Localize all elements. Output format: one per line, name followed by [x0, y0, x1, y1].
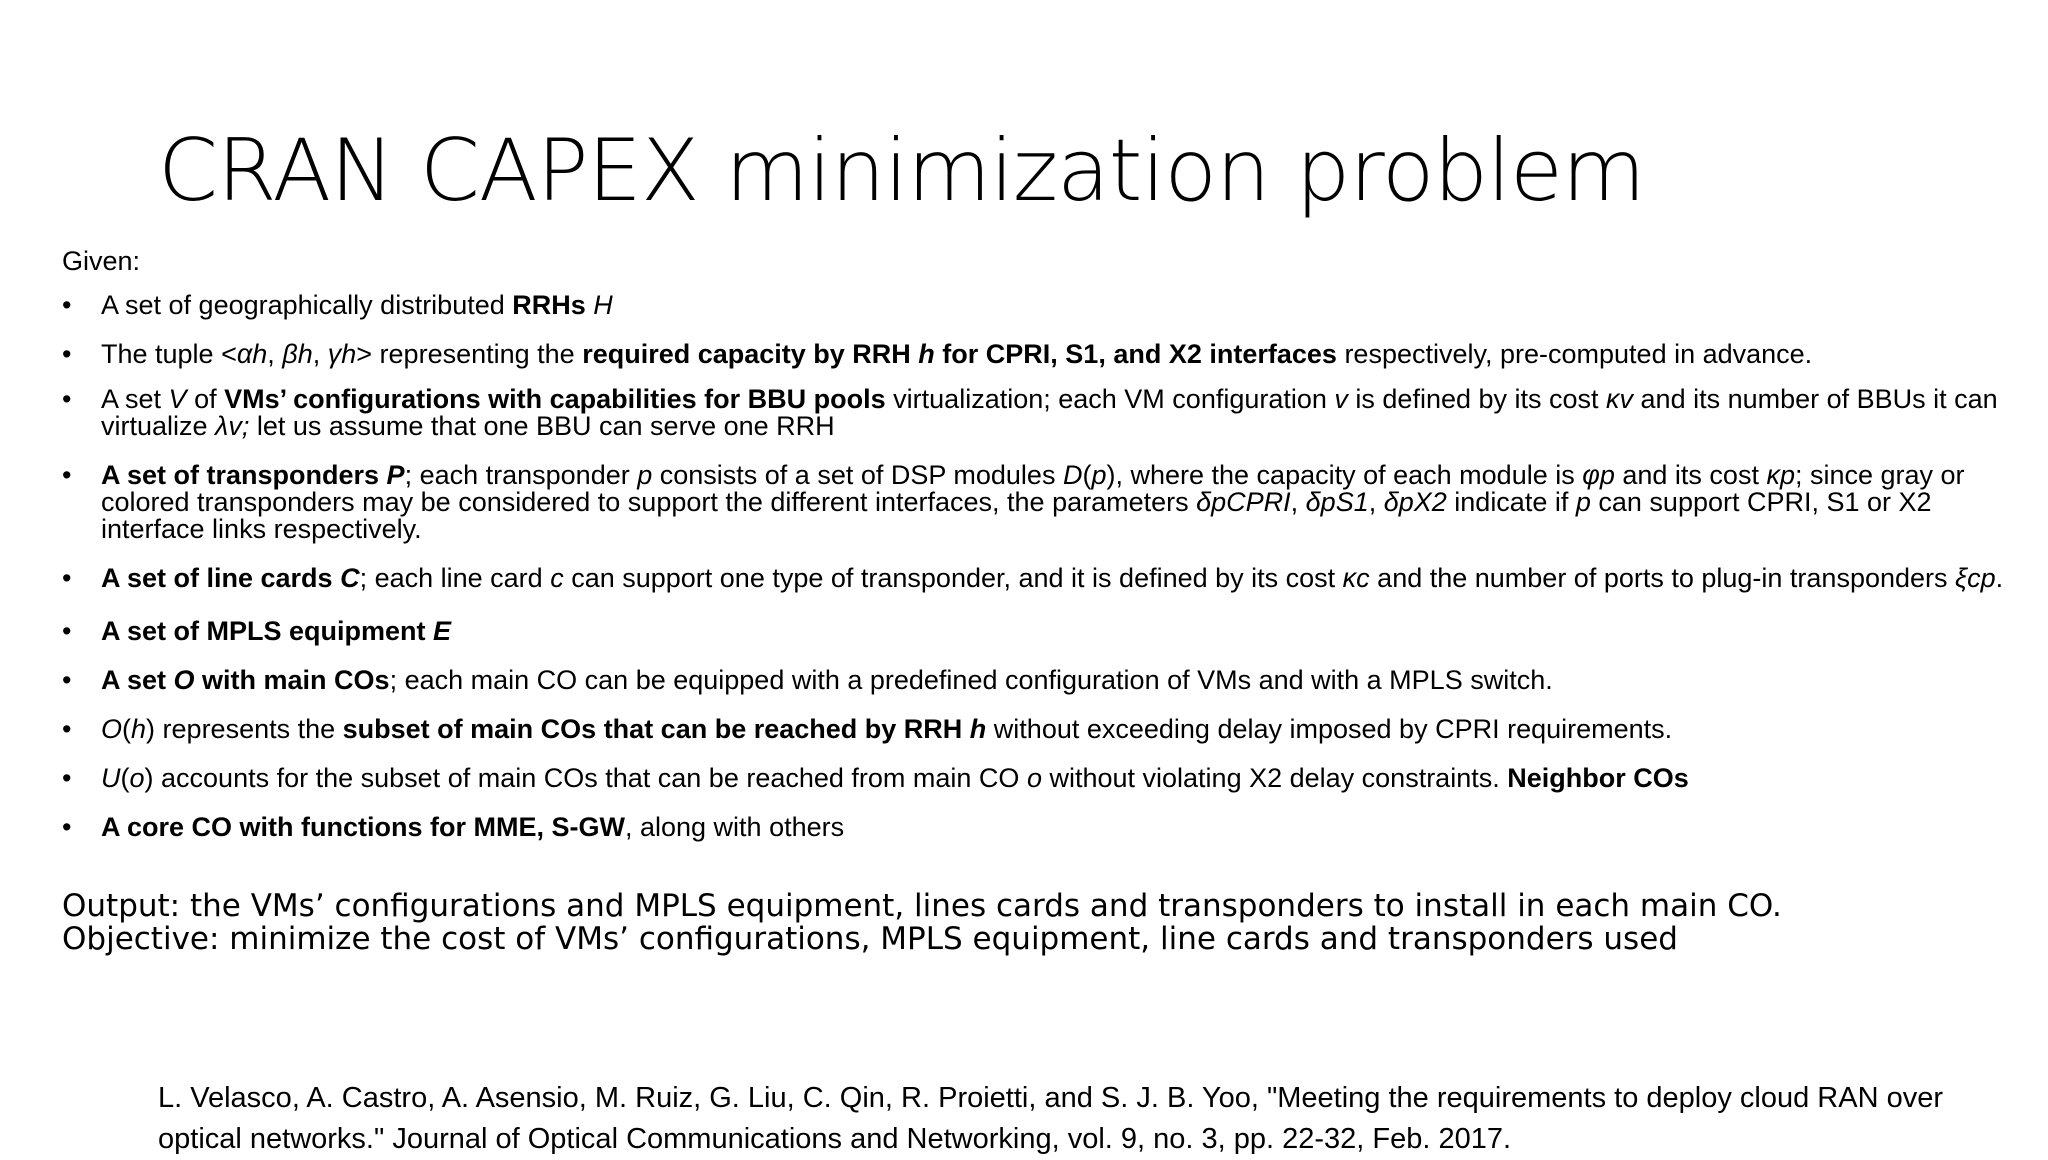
list-item-main-cos: • A set O with main COs; each main CO can be equipped with a predefined configuration of VMs and with a MPLS switch. [62, 665, 1553, 695]
bullet-dot: • [62, 812, 72, 842]
list-item-line-cards: • A set of line cards C; each line card c can support one type of transponder, and it is defined by its cost κc and the number of ports to plug-in transponders ξcp. [62, 563, 2004, 593]
list-item-transponders: • A set of transponders P; each transponder p consists of a set of DSP modules D(p), where the capacity of each module is φp and its cost κp; since gray or colored transponders may be considered to support the different interfaces, the parameters δpCPRI, δpS1, δpX2 indicate if p can support CPRI, S1 or X2 interface links respectively. [62, 460, 1965, 544]
bullet-dot: • [62, 460, 72, 490]
reference-citation: L. Velasco, A. Castro, A. Asensio, M. Ruiz, G. Liu, C. Qin, R. Proietti, and S. J. B. Yoo, "Meeting the requirements to deploy cloud RAN over optical networks." Journal of Optical Communications and Networking, vol. 9, no. 3, pp. 22-32, Feb. 2017. [158, 1082, 1944, 1155]
list-item-neighbor-cos: • U(o) accounts for the subset of main COs that can be reached from main CO o without violating X2 delay constraints. Neighbor COs [62, 763, 1689, 793]
output-line: Output: the VMs’ configurations and MPLS equipment, lines cards and transponders to install in each main CO. [62, 888, 1782, 924]
bullet-dot: • [62, 714, 72, 744]
bullet-dot: • [62, 763, 72, 793]
bullet-dot: • [62, 384, 72, 414]
list-item-core-co: • A core CO with functions for MME, S-GW, along with others [62, 812, 845, 842]
list-item-reachable-cos: • O(h) represents the subset of main COs that can be reached by RRH h without exceeding delay imposed by CPRI requirements. [62, 714, 1673, 744]
list-item-mpls-equipment: • A set of MPLS equipment E [62, 616, 452, 646]
output-objective-block [62, 890, 1782, 956]
bullet-dot: • [62, 665, 72, 695]
bullet-dot: • [62, 616, 72, 646]
given-label: Given: [62, 246, 141, 276]
list-item-rrhs: • A set of geographically distributed RRHs H [62, 290, 613, 320]
bullet-dot: • [62, 290, 72, 320]
given-list [62, 288, 2022, 859]
slide-title: CRAN CAPEX minimization problem [158, 121, 1645, 221]
bullet-dot: • [62, 563, 72, 593]
list-item-tuple: • The tuple <αh, βh, γh> representing the required capacity by RRH h for CPRI, S1, and X2 interfaces respectively, pre-computed in advance. [62, 339, 1813, 369]
objective-line: Objective: minimize the cost of VMs’ configurations, MPLS equipment, line cards and transponders used [62, 921, 1678, 957]
bullet-dot: • [62, 339, 72, 369]
list-item-vm-configurations: • A set V of VMs’ configurations with capabilities for BBU pools virtualization; each VM configuration v is defined by its cost κv and its number of BBUs it can virtualize λv; let us assume that one BBU can serve one RRH [62, 384, 1998, 441]
